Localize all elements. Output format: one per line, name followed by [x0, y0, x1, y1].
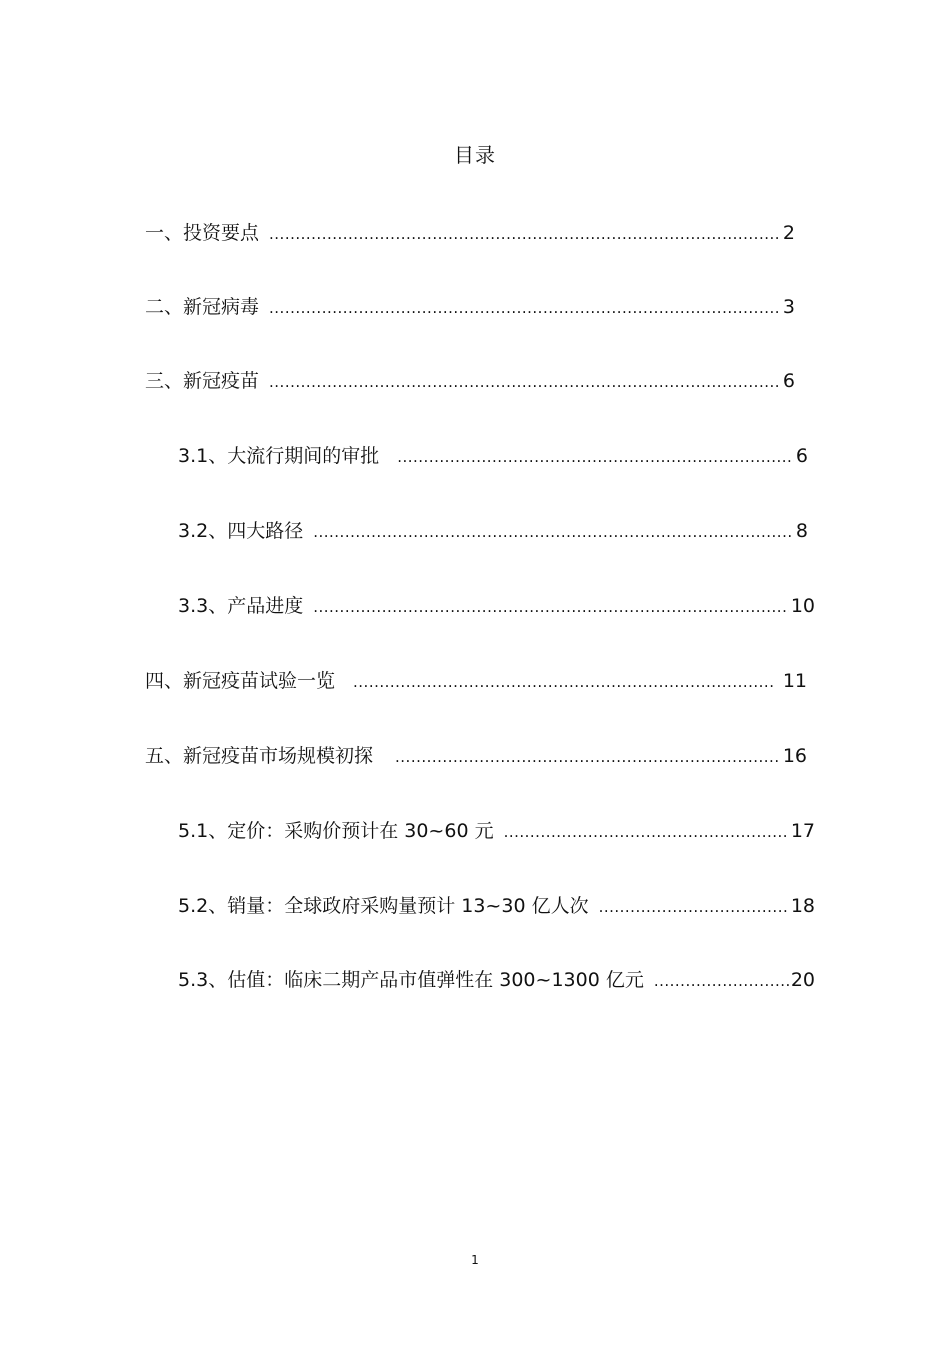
toc-entry-page: 17: [790, 820, 815, 842]
toc-entry-page: 10: [790, 595, 815, 617]
toc-entry-label: 五、新冠疫苗市场规模初探: [145, 745, 374, 767]
toc-leader-dots: [397, 442, 794, 472]
toc-entry-pricing[interactable]: [178, 816, 815, 846]
toc-entry-page: 6: [795, 445, 808, 467]
toc-leader-dots: [599, 892, 789, 922]
toc-entry-label: 5.3、估值：临床二期产品市值弹性在 300~1300 亿元: [178, 969, 644, 991]
toc-entry-label: 3.3、产品进度: [178, 595, 304, 617]
toc-entry-market-size[interactable]: [145, 741, 807, 771]
toc-title: 目录: [454, 143, 496, 167]
toc-entry-label: 四、新冠疫苗试验一览: [145, 670, 336, 692]
toc-entry-page: 16: [782, 745, 807, 767]
toc-leader-dots: [313, 517, 794, 547]
toc-entry-label: 5.2、销量：全球政府采购量预计 13~30 亿人次: [178, 895, 589, 917]
toc-entry-page: 11: [782, 670, 807, 692]
toc-entry-vaccine[interactable]: [145, 366, 795, 396]
toc-leader-dots: [269, 367, 781, 397]
toc-entry-label: 3.1、大流行期间的审批: [178, 445, 380, 467]
toc-entry-label: 一、投资要点: [145, 222, 260, 244]
toc-entry-label: 二、新冠病毒: [145, 296, 260, 318]
toc-entry-page: 3: [782, 296, 795, 318]
toc-entry-coronavirus[interactable]: [145, 292, 795, 322]
toc-leader-dots: [654, 966, 789, 996]
toc-leader-dots: [395, 742, 781, 772]
toc-entry-four-pathways[interactable]: [178, 516, 808, 546]
toc-entry-page: 20: [790, 969, 815, 991]
toc-entry-label: 5.1、定价：采购价预计在 30~60 元: [178, 820, 494, 842]
page-number: 1: [471, 1253, 479, 1267]
toc-entry-page: 8: [795, 520, 808, 542]
toc-entry-product-progress[interactable]: [178, 591, 815, 621]
toc-leader-dots: [269, 219, 781, 249]
toc-entry-vaccine-trials[interactable]: [145, 666, 807, 696]
toc-entry-valuation[interactable]: [178, 965, 815, 995]
toc-leader-dots: [353, 667, 773, 697]
toc-leader-dots: [269, 293, 781, 323]
toc-entry-label: 3.2、四大路径: [178, 520, 304, 542]
toc-entry-page: 2: [782, 222, 795, 244]
toc-entry-page: 18: [790, 895, 815, 917]
toc-leader-dots: [313, 592, 789, 622]
toc-leader-dots: [504, 817, 789, 847]
toc-entry-pandemic-approval[interactable]: [178, 441, 808, 471]
toc-entry-sales-volume[interactable]: [178, 891, 815, 921]
toc-entry-page: 6: [782, 370, 795, 392]
toc-entry-label: 三、新冠疫苗: [145, 370, 260, 392]
toc-entry-investment-highlights[interactable]: [145, 218, 795, 248]
